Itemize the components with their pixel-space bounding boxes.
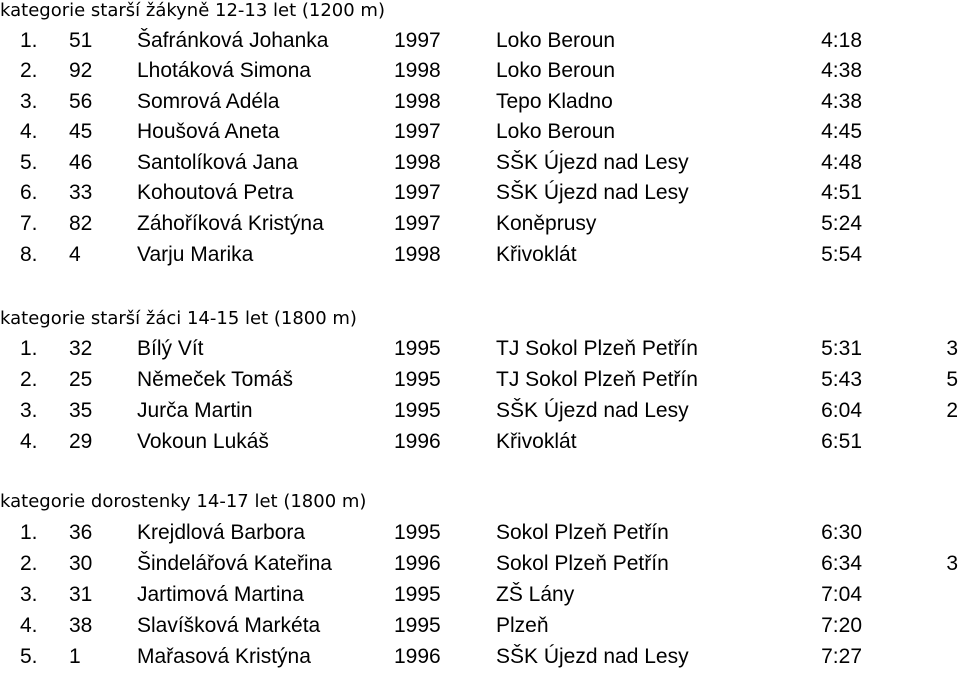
table-row: [0, 641, 960, 672]
athlete-name: Slavíšková Markéta: [137, 614, 321, 637]
athlete-name: Záhoříková Kristýna: [137, 212, 324, 235]
finish-time: 5:54: [821, 243, 862, 266]
table-row: [0, 208, 960, 239]
birth-year: 1995: [394, 583, 441, 606]
club-name: SŠK Újezd nad Lesy: [496, 399, 689, 422]
extra-value: 5: [946, 368, 958, 391]
rank: 1.: [20, 29, 38, 52]
finish-time: 5:43: [821, 368, 862, 391]
bib-number: 29: [69, 430, 93, 453]
athlete-name: Bílý Vít: [137, 337, 204, 360]
bib-number: 31: [69, 583, 93, 606]
finish-time: 5:24: [821, 212, 862, 235]
section-title: kategorie starší žáci 14-15 let (1800 m): [0, 308, 357, 329]
bib-number: 32: [69, 337, 93, 360]
rank: 3.: [20, 583, 38, 606]
bib-number: 46: [69, 151, 93, 174]
bib-number: 56: [69, 90, 93, 113]
birth-year: 1996: [394, 645, 441, 668]
club-name: Koněprusy: [496, 212, 597, 235]
bib-number: 92: [69, 59, 93, 82]
section-title: kategorie dorostenky 14-17 let (1800 m): [0, 491, 367, 512]
athlete-name: Jartimová Martina: [137, 583, 304, 606]
rank: 4.: [20, 614, 38, 637]
table-row: [0, 517, 960, 548]
finish-time: 5:31: [821, 337, 862, 360]
finish-time: 4:48: [821, 151, 862, 174]
finish-time: 4:51: [821, 181, 862, 204]
club-name: Loko Beroun: [496, 59, 616, 82]
club-name: Plzeň: [496, 614, 549, 637]
section-title: kategorie starší žákyně 12-13 let (1200 m): [0, 0, 385, 21]
athlete-name: Mařasová Kristýna: [137, 645, 311, 668]
athlete-name: Šindelářová Kateřina: [137, 552, 332, 575]
club-name: TJ Sokol Plzeň Petřín: [496, 368, 698, 391]
athlete-name: Houšová Aneta: [137, 120, 280, 143]
rank: 8.: [20, 243, 38, 266]
finish-time: 6:30: [821, 521, 862, 544]
birth-year: 1998: [394, 243, 441, 266]
finish-time: 7:27: [821, 645, 862, 668]
club-name: SŠK Újezd nad Lesy: [496, 645, 689, 668]
bib-number: 35: [69, 399, 93, 422]
rank: 3.: [20, 90, 38, 113]
club-name: TJ Sokol Plzeň Petřín: [496, 337, 698, 360]
birth-year: 1995: [394, 521, 441, 544]
table-row: [0, 395, 960, 426]
bib-number: 82: [69, 212, 93, 235]
bib-number: 33: [69, 181, 93, 204]
rank: 1.: [20, 337, 38, 360]
rank: 2.: [20, 368, 38, 391]
club-name: Tepo Kladno: [496, 90, 613, 113]
bib-number: 36: [69, 521, 93, 544]
birth-year: 1997: [394, 181, 441, 204]
rank: 3.: [20, 399, 38, 422]
birth-year: 1995: [394, 399, 441, 422]
table-row: [0, 239, 960, 270]
club-name: Loko Beroun: [496, 29, 616, 52]
athlete-name: Krejdlová Barbora: [137, 521, 306, 544]
finish-time: 4:45: [821, 120, 862, 143]
table-row: [0, 25, 960, 56]
athlete-name: Němeček Tomáš: [137, 368, 294, 391]
club-name: Křivoklát: [496, 243, 577, 266]
birth-year: 1997: [394, 29, 441, 52]
bib-number: 45: [69, 120, 93, 143]
club-name: SŠK Újezd nad Lesy: [496, 181, 689, 204]
finish-time: 4:38: [821, 59, 862, 82]
rank: 7.: [20, 212, 38, 235]
athlete-name: Varju Marika: [137, 243, 254, 266]
bib-number: 4: [69, 243, 81, 266]
table-row: [0, 426, 960, 457]
birth-year: 1996: [394, 552, 441, 575]
finish-time: 7:04: [821, 583, 862, 606]
table-row: [0, 333, 960, 364]
rank: 4.: [20, 120, 38, 143]
club-name: SŠK Újezd nad Lesy: [496, 151, 689, 174]
table-row: [0, 610, 960, 641]
rank: 1.: [20, 521, 38, 544]
club-name: Sokol Plzeň Petřín: [496, 521, 669, 544]
club-name: Sokol Plzeň Petřín: [496, 552, 669, 575]
birth-year: 1996: [394, 430, 441, 453]
extra-value: 3: [946, 552, 958, 575]
birth-year: 1995: [394, 614, 441, 637]
athlete-name: Santolíková Jana: [137, 151, 299, 174]
table-row: [0, 55, 960, 86]
bib-number: 1: [69, 645, 81, 668]
finish-time: 6:51: [821, 430, 862, 453]
athlete-name: Lhotáková Simona: [137, 59, 311, 82]
bib-number: 51: [69, 29, 93, 52]
extra-value: 2: [946, 399, 958, 422]
table-row: [0, 147, 960, 178]
table-row: [0, 364, 960, 395]
table-row: [0, 177, 960, 208]
rank: 2.: [20, 59, 38, 82]
birth-year: 1997: [394, 212, 441, 235]
birth-year: 1998: [394, 90, 441, 113]
rank: 4.: [20, 430, 38, 453]
finish-time: 6:34: [821, 552, 862, 575]
club-name: Křivoklát: [496, 430, 577, 453]
table-row: [0, 86, 960, 117]
club-name: Loko Beroun: [496, 120, 616, 143]
table-row: [0, 548, 960, 579]
athlete-name: Kohoutová Petra: [137, 181, 294, 204]
club-name: ZŠ Lány: [496, 583, 575, 606]
rank: 2.: [20, 552, 38, 575]
athlete-name: Šafránková Johanka: [137, 29, 329, 52]
birth-year: 1998: [394, 151, 441, 174]
bib-number: 30: [69, 552, 93, 575]
finish-time: 4:18: [821, 29, 862, 52]
bib-number: 25: [69, 368, 93, 391]
finish-time: 6:04: [821, 399, 862, 422]
birth-year: 1998: [394, 59, 441, 82]
finish-time: 7:20: [821, 614, 862, 637]
birth-year: 1995: [394, 337, 441, 360]
birth-year: 1995: [394, 368, 441, 391]
table-row: [0, 116, 960, 147]
athlete-name: Jurča Martin: [137, 399, 253, 422]
table-row: [0, 579, 960, 610]
birth-year: 1997: [394, 120, 441, 143]
athlete-name: Somrová Adéla: [137, 90, 280, 113]
athlete-name: Vokoun Lukáš: [137, 430, 269, 453]
rank: 6.: [20, 181, 38, 204]
bib-number: 38: [69, 614, 93, 637]
rank: 5.: [20, 645, 38, 668]
finish-time: 4:38: [821, 90, 862, 113]
rank: 5.: [20, 151, 38, 174]
extra-value: 3: [946, 337, 958, 360]
